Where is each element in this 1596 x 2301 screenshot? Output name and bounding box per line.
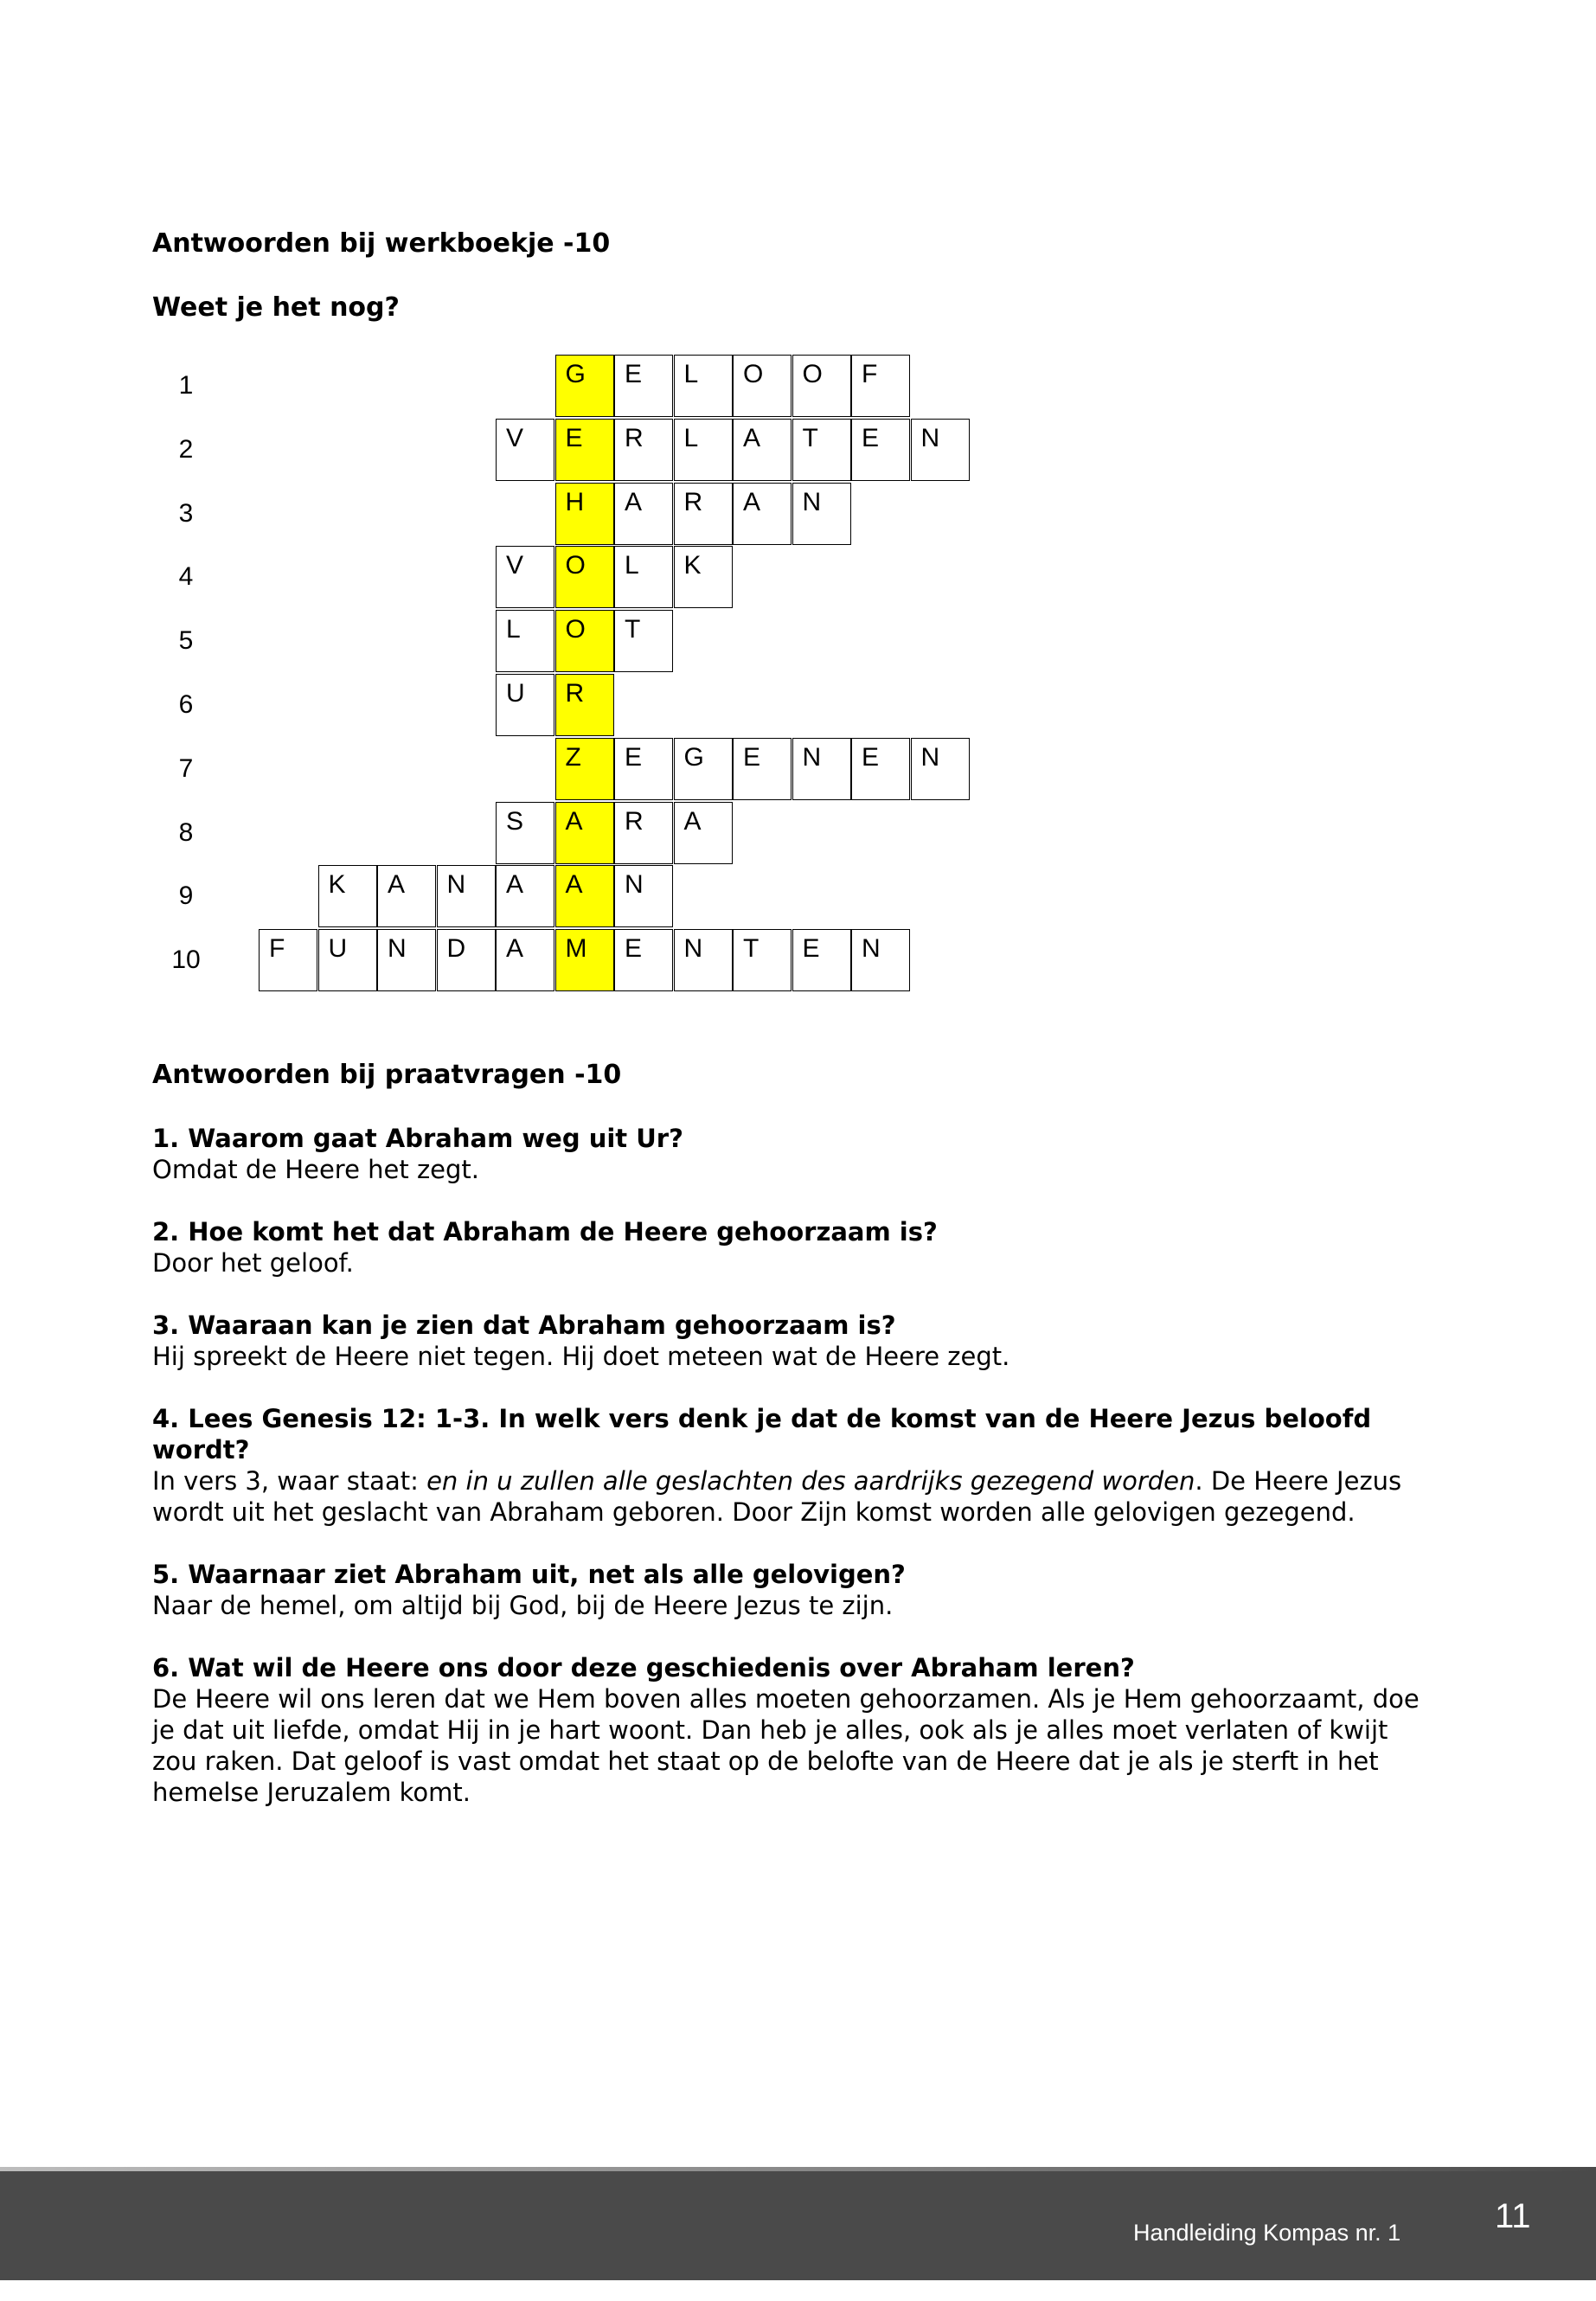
page-number: 11 [1495,2197,1531,2235]
crossword-key-cell: E [555,419,614,481]
crossword-row-number: 5 [178,626,194,656]
answer-4-rest: . De Heere Jezus wordt uit het geslacht van Abraham geboren. Door Zijn komst worden alle gelovigen gezegend. [152,1466,1402,1527]
answer-6: De Heere wil ons leren dat we Hem boven alles moeten gehoorzamen. Als je Hem gehoorzaamt, doe je dat uit liefde, omdat Hij in je hart woont. Dan heb je alles, ook als je alles moet verlaten of kwijt zou raken. Dat geloof is vast omdat het staat op de belofte van de Heere dat je als je sterft in het hemelse Jeruzalem komt. [152,1684,1420,1807]
qa-item-6 [152,1652,1433,1808]
crossword-cell: T [614,610,673,672]
crossword-cell: T [733,929,792,991]
crossword-row-number: 3 [178,498,194,528]
crossword-cell: E [614,738,673,800]
qa-item-1 [152,1123,1433,1185]
crossword-cell: U [496,674,554,736]
crossword-cell: N [911,738,970,800]
crossword-cell: E [614,355,673,417]
crossword-cell: N [911,419,970,481]
crossword-cell: L [674,419,733,481]
qa-item-5 [152,1559,1433,1621]
crossword-cell: S [496,802,554,864]
crossword-row-number: 1 [178,371,194,400]
crossword-cell: U [318,929,377,991]
question-6: 6. Wat wil de Heere ons door deze geschiedenis over Abraham leren? [152,1653,1135,1682]
crossword-cell: A [733,419,792,481]
crossword-cell: V [496,419,554,481]
crossword-cell: N [792,483,851,545]
crossword-key-cell: O [555,546,614,608]
qa-item-2 [152,1216,1433,1279]
crossword-cell: F [851,355,910,417]
crossword-row-number: 7 [178,753,194,783]
crossword-cell: T [792,419,851,481]
crossword-cell: L [674,355,733,417]
answer-3: Hij spreekt de Heere niet tegen. Hij doet meteen wat de Heere zegt. [152,1342,1010,1371]
crossword-cell: G [674,738,733,800]
answer-4 [152,1465,1433,1528]
qa-item-3 [152,1310,1433,1372]
crossword-cell: E [733,738,792,800]
crossword-key-cell: A [555,802,614,864]
section-heading-werkboekje: Antwoorden bij werkboekje -10 [152,228,611,259]
crossword-cell: O [733,355,792,417]
question-3: 3. Waaraan kan je zien dat Abraham gehoorzaam is? [152,1311,896,1340]
crossword-cell: R [614,419,673,481]
crossword-cell: A [377,865,436,927]
crossword-cell: D [437,929,496,991]
answer-4-intro: In vers 3, waar staat: [152,1466,427,1496]
crossword-cell: V [496,546,554,608]
section-heading-praatvragen: Antwoorden bij praatvragen -10 [152,1060,622,1090]
crossword-cell: O [792,355,851,417]
crossword-heading: Weet je het nog? [152,292,400,323]
crossword-cell: A [496,929,554,991]
crossword-row-number: 10 [171,945,201,975]
crossword-cell: A [614,483,673,545]
crossword-key-cell: R [555,674,614,736]
crossword-key-cell: Z [555,738,614,800]
crossword-cell: L [614,546,673,608]
question-5: 5. Waarnaar ziet Abraham uit, net als alle gelovigen? [152,1560,906,1589]
crossword-cell: E [792,929,851,991]
crossword-cell: A [496,865,554,927]
crossword-cell: A [674,802,733,864]
question-2: 2. Hoe komt het dat Abraham de Heere gehoorzaam is? [152,1217,938,1247]
crossword-row-number: 4 [178,562,194,592]
crossword-cell: F [259,929,317,991]
crossword-cell: N [792,738,851,800]
crossword-row-number: 6 [178,690,194,719]
crossword-key-cell: O [555,610,614,672]
footer-title: Handleiding Kompas nr. 1 [1133,2220,1401,2246]
crossword-cell: E [851,419,910,481]
question-1: 1. Waarom gaat Abraham weg uit Ur? [152,1124,683,1153]
crossword-cell: K [674,546,733,608]
crossword-cell: A [733,483,792,545]
question-4: 4. Lees Genesis 12: 1-3. In welk vers denk je dat de komst van de Heere Jezus beloofd wordt? [152,1404,1372,1465]
crossword-row-number: 9 [178,881,194,911]
crossword-cell: N [614,865,673,927]
crossword-row-number: 2 [178,434,194,464]
crossword-cell: R [614,802,673,864]
crossword-key-cell: M [555,929,614,991]
qa-item-4 [152,1403,1433,1528]
crossword-cell: K [318,865,377,927]
qa-list [152,1123,1433,1839]
crossword-cell: R [674,483,733,545]
crossword-row-number: 8 [178,817,194,847]
crossword-cell: L [496,610,554,672]
answer-1: Omdat de Heere het zegt. [152,1155,480,1184]
answer-2: Door het geloof. [152,1248,354,1278]
crossword-cell: N [437,865,496,927]
answer-4-quote: en in u zullen alle geslachten des aardrijks gezegend worden [426,1466,1195,1496]
crossword-cell: N [851,929,910,991]
crossword-cell: E [614,929,673,991]
crossword-key-cell: A [555,865,614,927]
crossword-key-cell: G [555,355,614,417]
answer-5: Naar de hemel, om altijd bij God, bij de Heere Jezus te zijn. [152,1591,894,1620]
crossword-cell: E [851,738,910,800]
crossword-key-cell: H [555,483,614,545]
crossword-cell: N [674,929,733,991]
crossword-cell: N [377,929,436,991]
